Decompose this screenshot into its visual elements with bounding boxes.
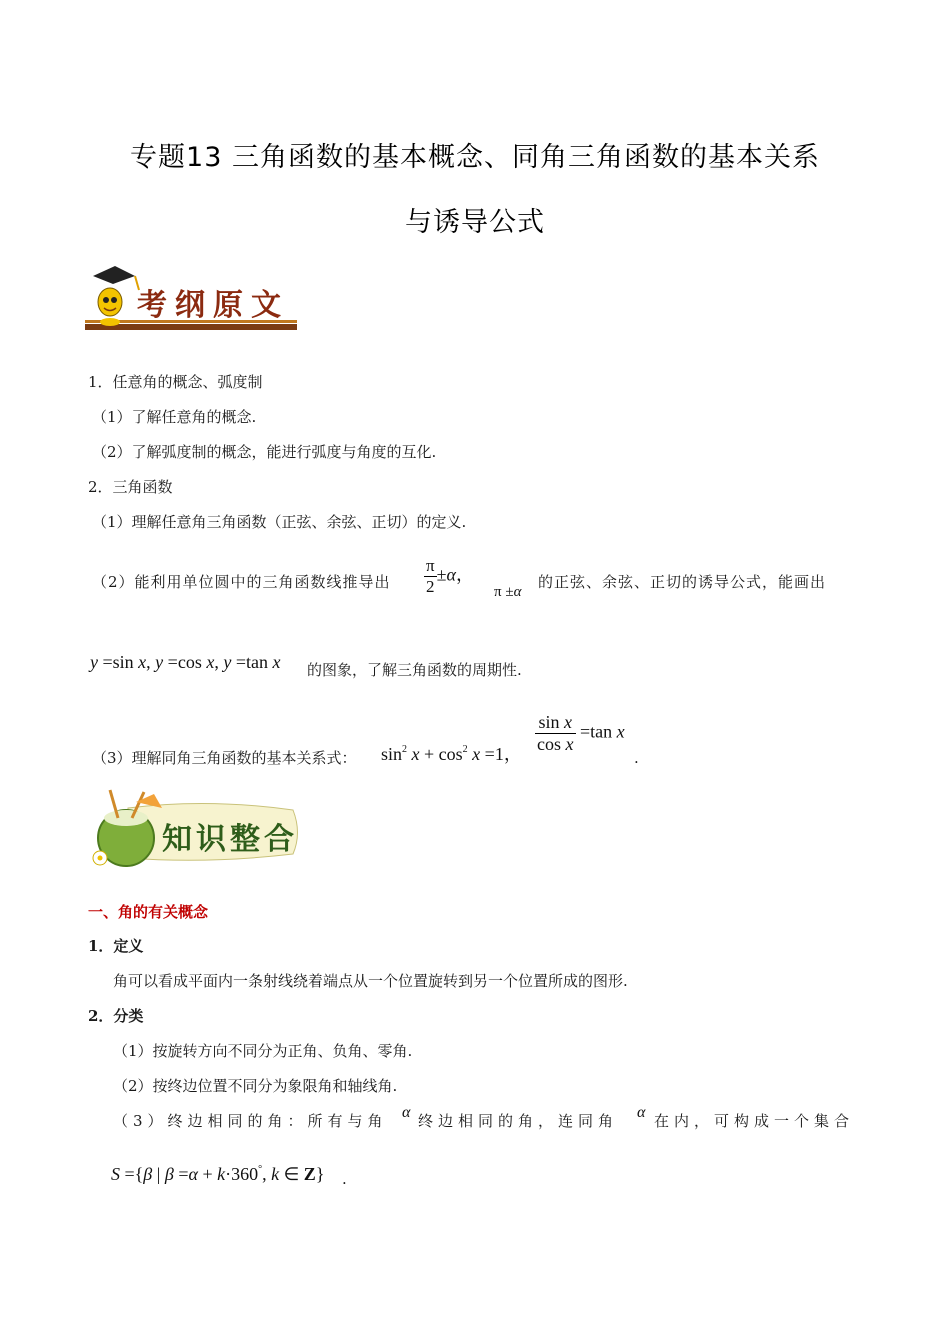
definition-text: 角可以看成平面内一条射线绕着端点从一个位置旋转到另一个位置所成的图形. — [113, 972, 628, 990]
syllabus-item-2-2-end: 的图象，了解三角函数的周期性. — [307, 661, 522, 679]
formula-coterminal-period: . — [342, 1170, 347, 1188]
section-heading-angle-concepts: 一、角的有关概念 — [88, 903, 209, 921]
syllabus-item-1-2: （2）了解弧度制的概念，能进行弧度与角度的互化. — [92, 443, 437, 461]
knowledge-banner — [88, 788, 303, 868]
syllabus-item-2-3-end: . — [634, 749, 639, 767]
formula-graphs: y =sin x, y =cos x, y =tan x — [90, 652, 281, 672]
syllabus-item-2-1: （1）理解任意角三角函数（正弦、余弦、正切）的定义. — [92, 513, 467, 531]
page-title-line2: 与诱导公式 — [405, 207, 545, 238]
syllabus-item-1: 1．任意角的概念、弧度制 — [88, 373, 263, 391]
syllabus-banner-label: 考纲原文 — [137, 288, 289, 323]
definition-heading: 1．定义 — [88, 937, 144, 955]
classification-item-1: （1）按旋转方向不同分为正角、负角、零角. — [113, 1042, 413, 1060]
formula-pi-over-2-pm-alpha: $\frac{\pi}{2}$ ±α， — [426, 556, 474, 596]
classification-item-3-part-a: （3）终边相同的角：所有与角 — [113, 1112, 388, 1130]
classification-item-3-part-b: 终边相同的角，连同角 — [418, 1112, 619, 1130]
page-title-line1: 专题13 三角函数的基本概念、同角三角函数的基本关系 — [130, 142, 820, 173]
formula-coterminal-set: S ={β | β =α + k·360°, k ∈ Z} — [111, 1164, 325, 1184]
syllabus-item-1-1: （1）了解任意角的概念. — [92, 408, 257, 426]
syllabus-banner — [85, 262, 300, 334]
syllabus-item-2-2-prefix: （2）能利用单位圆中的三角函数线推导出 — [92, 573, 391, 591]
symbol-alpha-1: α — [402, 1104, 411, 1121]
classification-heading: 2．分类 — [88, 1007, 144, 1025]
classification-item-2: （2）按终边位置不同分为象限角和轴线角. — [113, 1077, 398, 1095]
formula-pi-pm-alpha: π ±α — [494, 584, 522, 600]
syllabus-item-2-3-prefix: （3）理解同角三角函数的基本关系式： — [92, 749, 357, 767]
syllabus-item-2: 2．三角函数 — [88, 478, 173, 496]
knowledge-banner-label: 知识整合 — [162, 822, 298, 857]
formula-pythagorean-identity: $\sin^2 x + \cos^2 x =1$， — [381, 744, 522, 764]
syllabus-item-2-2-suffix: 的正弦、余弦、正切的诱导公式，能画出 — [538, 573, 827, 591]
symbol-alpha-2: α — [637, 1104, 646, 1121]
classification-item-3-part-c: 在内，可构成一个集合 — [654, 1112, 855, 1130]
formula-tan-identity: $\frac{\text{sin x}}{\text{cos x}}$ =tan x — [537, 712, 625, 754]
